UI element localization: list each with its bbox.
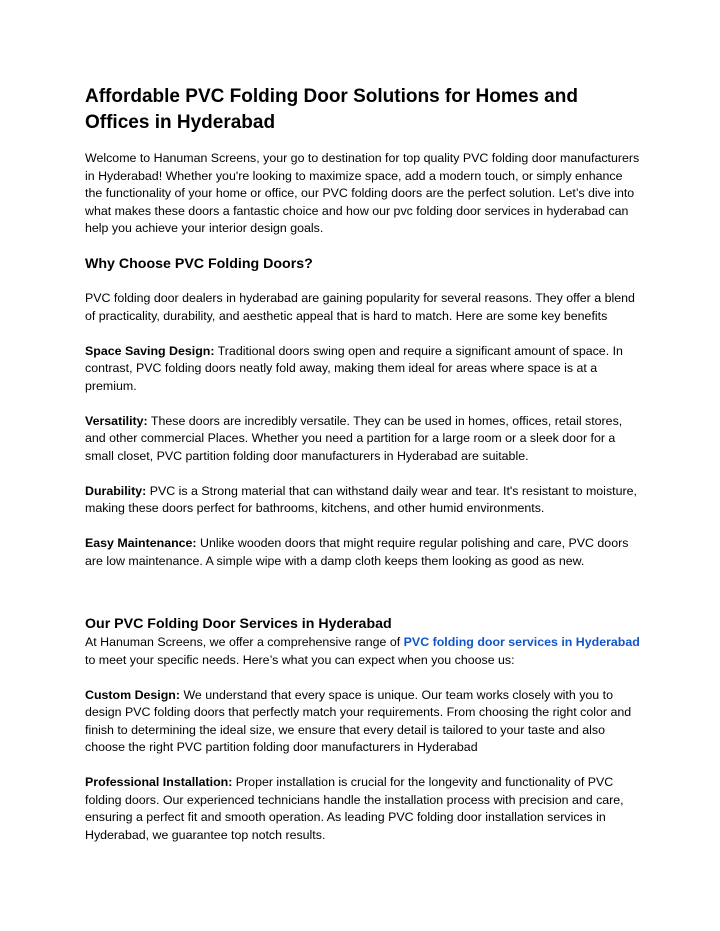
- benefit-label: Space Saving Design:: [85, 343, 215, 358]
- services-link[interactable]: PVC folding door services in Hyderabad: [403, 635, 640, 649]
- benefit-label: Durability:: [85, 483, 147, 498]
- services-lead-paragraph: [85, 634, 640, 669]
- why-heading: Why Choose PVC Folding Doors?: [85, 256, 313, 272]
- benefit-versatility: [85, 413, 640, 466]
- services-section: [85, 634, 640, 862]
- benefit-text: These doors are incredibly versatile. They can be used in homes, offices, retail stores, and other commercial Places. Whether you need a partition for a large room or a sleek door for a small closet, PVC partition folding door manufacturers in Hyderabad are suitable.: [85, 413, 623, 463]
- why-section: [85, 290, 640, 588]
- service-custom-design: [85, 687, 640, 757]
- services-lead-text: At Hanuman Screens, we offer a comprehensive range of: [85, 635, 404, 649]
- benefit-text: Unlike wooden doors that might require regular polishing and care, PVC doors are low maintenance. A simple wipe with a damp cloth keeps them looking as good as new.: [85, 536, 629, 568]
- services-heading: Our PVC Folding Door Services in Hyderabad: [85, 616, 392, 632]
- benefit-space-saving: [85, 343, 640, 396]
- benefit-text: Traditional doors swing open and require a significant amount of space. In contrast, PVC folding doors neatly fold away, making them ideal for areas where space is at a premium.: [85, 343, 623, 393]
- benefit-label: Versatility:: [85, 413, 148, 428]
- service-label: Professional Installation:: [85, 775, 233, 789]
- intro-section: [85, 150, 640, 255]
- page-title: Affordable PVC Folding Door Solutions for Homes and Offices in Hyderabad: [85, 86, 578, 133]
- benefit-durability: [85, 483, 640, 518]
- benefit-text: PVC is a Strong material that can withstand daily wear and tear. It's resistant to moisture, making these doors perfect for bathrooms, kitchens, and other humid environments.: [85, 483, 637, 515]
- intro-paragraph: Welcome to Hanuman Screens, your go to destination for top quality PVC folding door manufacturers in Hyderabad! Whether you're looking to maximize space, add a modern touch, or simply enhance the functionality of your home or office, our PVC folding doors are the perfect solution. Let’s dive into what makes these doors a fantastic choice and how our pvc folding door services in hyderabad can help you achieve your interior design goals.: [85, 151, 640, 235]
- service-label: Custom Design:: [85, 687, 180, 702]
- service-professional-installation: [85, 774, 640, 844]
- service-text: Proper installation is crucial for the longevity and functionality of PVC folding doors. Our experienced technicians handle the installation process with precision and care, ensuring a perfect fit and smooth operation. As leading PVC folding door installation services in Hyderabad, we guarantee top notch results.: [85, 775, 624, 842]
- why-lead-paragraph: PVC folding door dealers in hyderabad are gaining popularity for several reasons. They offer a blend of practicality, durability, and aesthetic appeal that is hard to match. Here are some key benefits: [85, 291, 635, 323]
- benefit-label: Easy Maintenance:: [85, 536, 197, 550]
- benefit-easy-maintenance: [85, 535, 640, 570]
- services-lead-text-end: to meet your specific needs. Here’s what you can expect when you choose us:: [85, 652, 515, 667]
- service-text: We understand that every space is unique. Our team works closely with you to design PVC folding doors that perfectly match your requirements. From choosing the right color and finish to determining the ideal size, we ensure that every detail is tailored to your taste and also choose the right PVC partition folding door manufacturers in Hyderabad: [85, 687, 632, 754]
